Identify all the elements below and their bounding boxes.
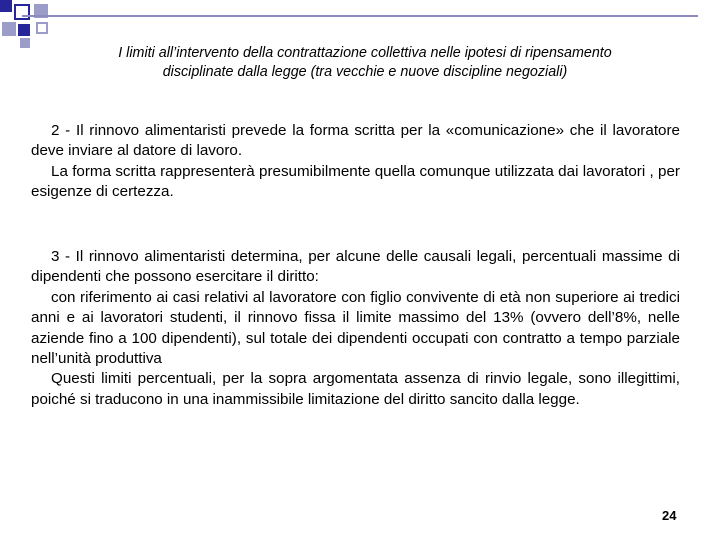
section-2	[31, 121, 680, 203]
title-line-2: disciplinate dalla legge (tra vecchie e nuove discipline negoziali)	[162, 64, 568, 80]
section-3	[31, 247, 680, 410]
deco-square	[36, 22, 48, 34]
slide-title	[40, 44, 690, 82]
section-3-paragraph-a: 3 - Il rinnovo alimentaristi determina, per alcune delle causali legali, percentuali massime di dipendenti che possono esercitare il diritto:	[31, 248, 680, 286]
section-2-paragraph-a: 2 - Il rinnovo alimentaristi prevede la forma scritta per la «comunicazione» che il lavoratore deve inviare al datore di lavoro.	[31, 122, 680, 160]
section-2-paragraph-b: La forma scritta rappresenterà presumibilmente quella comunque utilizzata dai lavoratori , per esigenze di certezza.	[31, 162, 680, 201]
deco-square	[0, 0, 12, 12]
deco-square	[18, 24, 30, 36]
deco-square	[14, 4, 30, 20]
deco-square	[20, 38, 30, 48]
page-number: 24	[662, 508, 677, 523]
header-rule	[22, 15, 698, 17]
section-3-paragraph-c: Questi limiti percentuali, per la sopra argomentata assenza di rinvio legale, sono illegittimi, poiché si traducono in una inammissibile limitazione del diritto sancito dalla legge.	[31, 370, 680, 408]
title-line-1: I limiti all’intervento della contrattazione collettiva nelle ipotesi di ripensamento	[118, 45, 612, 61]
section-3-paragraph-b: con riferimento ai casi relativi al lavoratore con figlio convivente di età non superiore ai tredici anni e ai lavoratori studenti, il rinnovo fissa il limite massimo del 13% (ovvero dell’8%, nelle aziende fino a 100 dipendenti), sul totale dei dipendenti occupati con contratto a tempo parziale nell’unità produttiva	[31, 288, 680, 368]
deco-square	[2, 22, 16, 36]
